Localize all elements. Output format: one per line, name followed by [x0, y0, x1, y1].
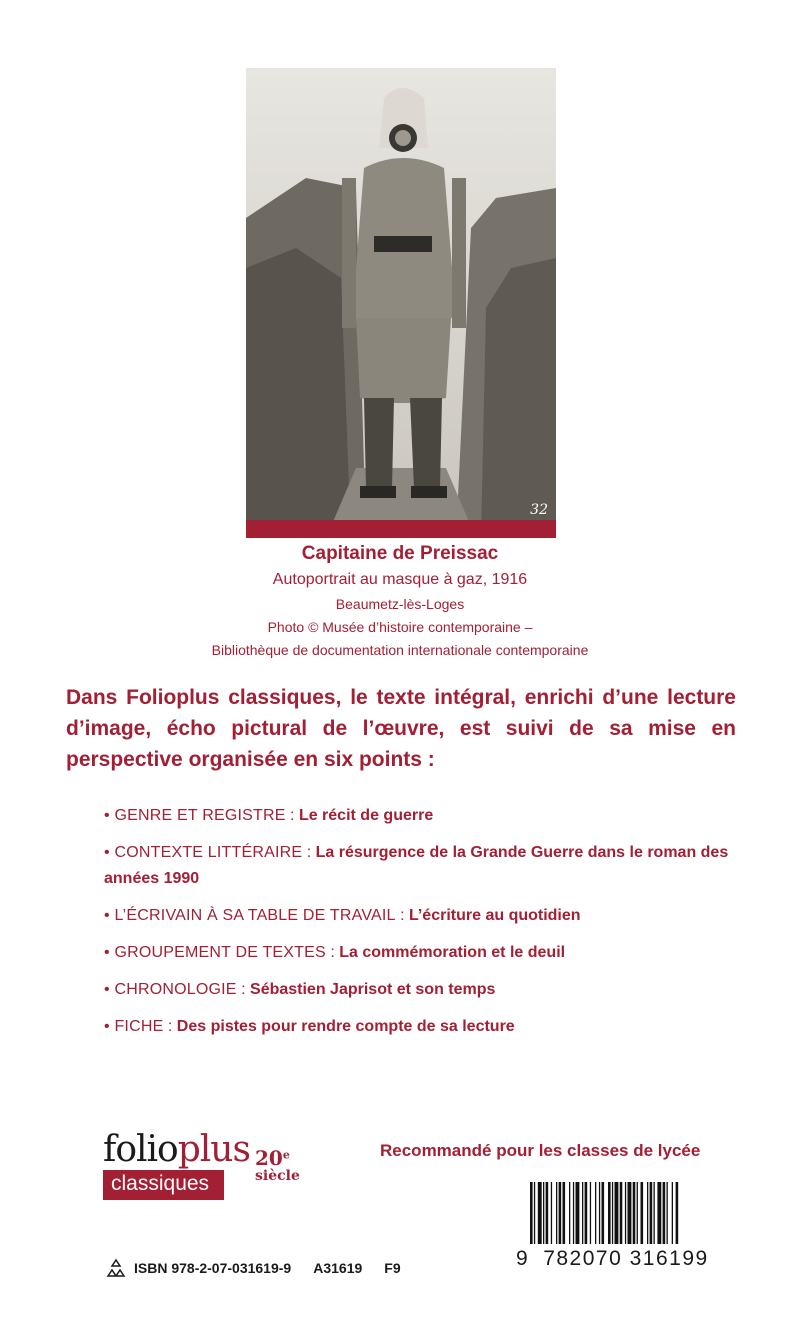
point-label: • CONTEXTE LITTÉRAIRE: [104, 844, 303, 861]
century-number: 20: [255, 1146, 283, 1170]
barcode-first-digit: 9: [516, 1247, 530, 1270]
point-label: • CHRONOLOGIE: [104, 981, 237, 998]
list-item: • GROUPEMENT DE TEXTES : La commémoration et le deuil: [104, 944, 566, 961]
photo-number: 32: [530, 502, 548, 518]
folioplus-logo: [103, 1129, 250, 1200]
point-value: La résurgence de la Grande Guerre dans le roman des années 1990: [104, 844, 729, 887]
isbn-price: F9: [384, 1259, 401, 1276]
point-label: • FICHE: [104, 1018, 164, 1035]
point-value: La commémoration et le deuil: [339, 944, 566, 961]
points-list: [104, 803, 744, 1051]
isbn-row: [104, 1258, 423, 1280]
century-word: siècle: [255, 1168, 300, 1184]
isbn-number: ISBN 978-2-07-031619-9: [134, 1259, 292, 1276]
photo-accent-bar: [246, 520, 556, 538]
caption-work: Autoportrait au masque à gaz, 1916: [272, 571, 528, 588]
caption-credit-2: Bibliothèque de documentation internationale contemporaine: [211, 642, 589, 658]
caption-place: Beaumetz-lès-Loges: [335, 596, 465, 612]
point-value: Le récit de guerre: [298, 807, 434, 824]
soldier-gas-mask-photo: [246, 68, 556, 538]
century-badge: [255, 1146, 300, 1184]
list-item: • FICHE : Des pistes pour rendre compte de sa lecture: [104, 1018, 515, 1035]
barcode-rest-digits: 782070 316199: [543, 1247, 709, 1270]
cover-photo: [246, 68, 556, 538]
logo-plus: plus: [177, 1129, 250, 1170]
list-item: • CONTEXTE LITTÉRAIRE : La résurgence de la Grande Guerre dans le roman des années 1990: [104, 844, 729, 887]
logo-classiques: classiques: [103, 1170, 224, 1200]
point-value: Sébastien Japrisot et son temps: [250, 981, 496, 998]
list-item: • CHRONOLOGIE : Sébastien Japrisot et son temps: [104, 981, 496, 998]
intro-paragraph: Dans Folioplus classiques, le texte intégral, enrichi d’une lecture d’image, écho pictural de l’œuvre, est suivi de sa mise en perspective organisée en six points :: [66, 686, 736, 771]
point-value: Des pistes pour rendre compte de sa lecture: [176, 1018, 515, 1035]
logo-folio: folio: [103, 1129, 178, 1170]
caption-author: Capitaine de Preissac: [301, 543, 499, 564]
recycle-icon: [104, 1258, 128, 1280]
point-label: • GROUPEMENT DE TEXTES: [104, 944, 326, 961]
list-item: • GENRE ET REGISTRE : Le récit de guerre: [104, 807, 434, 824]
point-label: • GENRE ET REGISTRE: [104, 807, 286, 824]
point-label: • L’ÉCRIVAIN À SA TABLE DE TRAVAIL: [104, 907, 396, 924]
barcode-digits: [516, 1247, 709, 1271]
list-item: • L’ÉCRIVAIN À SA TABLE DE TRAVAIL : L’écriture au quotidien: [104, 907, 581, 924]
recommendation: Recommandé pour les classes de lycée: [380, 1141, 701, 1160]
century-sup: e: [282, 1148, 290, 1162]
isbn-code: A31619: [313, 1259, 363, 1276]
point-value: L’écriture au quotidien: [408, 907, 581, 924]
caption-credit-1: Photo © Musée d’histoire contemporaine –: [267, 619, 533, 635]
